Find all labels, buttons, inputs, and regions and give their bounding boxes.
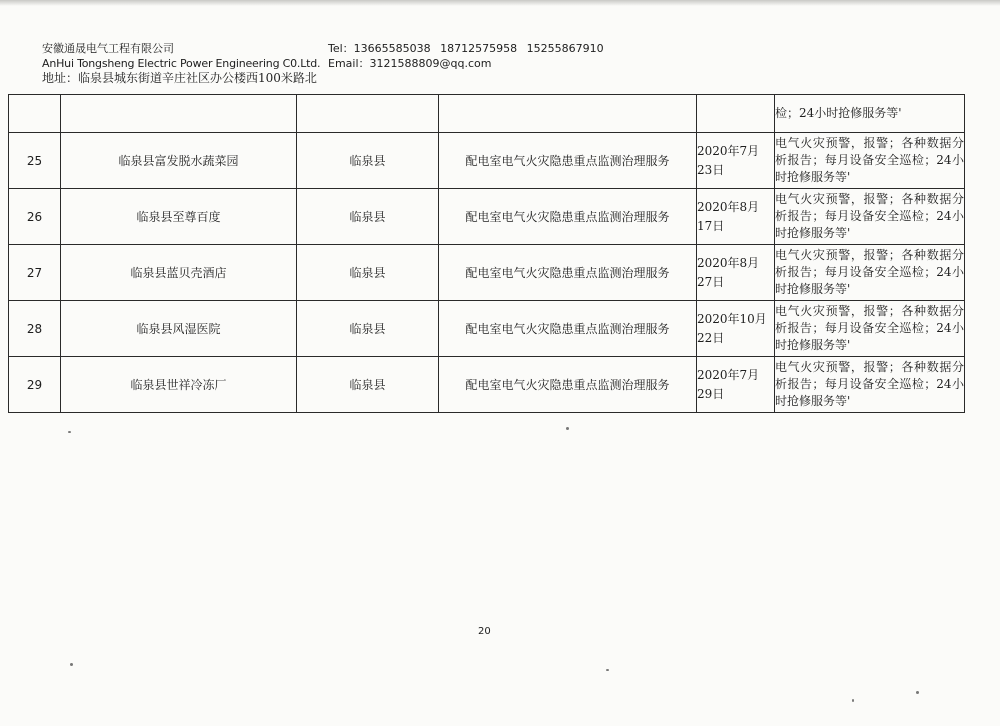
cell-service-scope: 电气火灾预警，报警；各种数据分析报告；每月设备安全巡检；24小时抢修服务等' bbox=[775, 357, 965, 413]
page-number: 20 bbox=[478, 626, 491, 637]
company-name-cn: 安徽通晟电气工程有限公司 bbox=[42, 42, 174, 55]
table-row-continuation bbox=[9, 95, 965, 133]
cell-number: 27 bbox=[9, 245, 61, 301]
table-row bbox=[9, 301, 965, 357]
cell-service-scope: 检；24小时抢修服务等' bbox=[775, 95, 965, 133]
cell-region: 临泉县 bbox=[297, 245, 439, 301]
cell-service: 配电室电气火灾隐患重点监测治理服务 bbox=[439, 301, 697, 357]
cell-service: 配电室电气火灾隐患重点监测治理服务 bbox=[439, 189, 697, 245]
company-name-en: AnHui Tongsheng Electric Power Engineering C0.Ltd. bbox=[42, 57, 321, 70]
cell-date: 2020年10月22日 bbox=[697, 301, 775, 357]
scan-speck bbox=[606, 669, 609, 671]
cell-number: 25 bbox=[9, 133, 61, 189]
cell-service: 配电室电气火灾隐患重点监测治理服务 bbox=[439, 133, 697, 189]
cell-client-name bbox=[61, 95, 297, 133]
cell-date: 2020年7月29日 bbox=[697, 357, 775, 413]
cell-service-scope: 电气火灾预警，报警；各种数据分析报告；每月设备安全巡检；24小时抢修服务等' bbox=[775, 245, 965, 301]
scan-speck bbox=[68, 431, 71, 433]
project-records-table bbox=[8, 94, 965, 413]
scan-speck bbox=[916, 691, 919, 694]
cell-client-name: 临泉县世祥冷冻厂 bbox=[61, 357, 297, 413]
cell-date: 2020年8月17日 bbox=[697, 189, 775, 245]
scan-speck bbox=[852, 699, 854, 702]
cell-region: 临泉县 bbox=[297, 301, 439, 357]
cell-service-scope: 电气火灾预警，报警；各种数据分析报告；每月设备安全巡检；24小时抢修服务等' bbox=[775, 301, 965, 357]
cell-region: 临泉县 bbox=[297, 189, 439, 245]
table-row bbox=[9, 189, 965, 245]
cell-date: 2020年7月23日 bbox=[697, 133, 775, 189]
cell-number: 26 bbox=[9, 189, 61, 245]
cell-service: 配电室电气火灾隐患重点监测治理服务 bbox=[439, 245, 697, 301]
telephone-numbers: Tel：13665585038 18712575958 15255867910 bbox=[328, 42, 604, 55]
cell-client-name: 临泉县至尊百度 bbox=[61, 189, 297, 245]
cell-region: 临泉县 bbox=[297, 357, 439, 413]
table-row bbox=[9, 245, 965, 301]
scan-speck bbox=[566, 427, 569, 430]
cell-service bbox=[439, 95, 697, 133]
cell-region bbox=[297, 95, 439, 133]
cell-client-name: 临泉县富发脱水蔬菜园 bbox=[61, 133, 297, 189]
scan-edge-shadow bbox=[0, 0, 1000, 6]
email-address: Email：3121588809@qq.com bbox=[328, 57, 492, 70]
table-row bbox=[9, 133, 965, 189]
cell-number: 29 bbox=[9, 357, 61, 413]
cell-client-name: 临泉县风湿医院 bbox=[61, 301, 297, 357]
cell-number: 28 bbox=[9, 301, 61, 357]
company-address: 地址：临泉县城东街道辛庄社区办公楼西100米路北 bbox=[42, 71, 317, 85]
table-row bbox=[9, 357, 965, 413]
cell-service-scope: 电气火灾预警，报警；各种数据分析报告；每月设备安全巡检；24小时抢修服务等' bbox=[775, 133, 965, 189]
cell-date bbox=[697, 95, 775, 133]
cell-date: 2020年8月27日 bbox=[697, 245, 775, 301]
cell-client-name: 临泉县蓝贝壳酒店 bbox=[61, 245, 297, 301]
scan-speck bbox=[70, 663, 73, 666]
cell-service-scope: 电气火灾预警，报警；各种数据分析报告；每月设备安全巡检；24小时抢修服务等' bbox=[775, 189, 965, 245]
cell-number bbox=[9, 95, 61, 133]
cell-service: 配电室电气火灾隐患重点监测治理服务 bbox=[439, 357, 697, 413]
cell-region: 临泉县 bbox=[297, 133, 439, 189]
